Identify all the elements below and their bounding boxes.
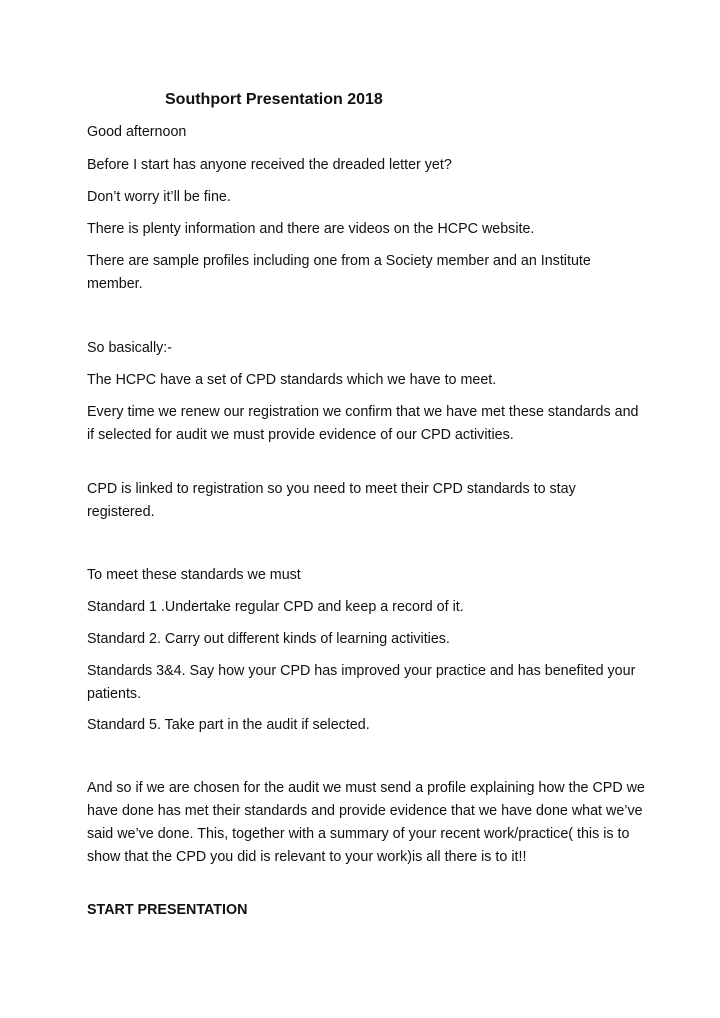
paragraph-letter-question: Before I start has anyone received the dreaded letter yet? bbox=[87, 157, 452, 173]
paragraph-standards-3-4: Standards 3&4. Say how your CPD has improved your practice and has benefited your patients. bbox=[87, 663, 636, 702]
paragraph-audit-profile: And so if we are chosen for the audit we must send a profile explaining how the CPD we have done has met their standards and provide evidence that we have done what we’ve said we’ve done. This, together with a summary of your recent work/practice( this is to show that the CPD you did is relevant to your work)is all there is to it!! bbox=[87, 780, 645, 865]
paragraph-start-presentation: START PRESENTATION bbox=[87, 902, 248, 918]
paragraph-sample-profiles: There are sample profiles including one from a Society member and an Institute member. bbox=[87, 253, 591, 292]
paragraph-greeting: Good afternoon bbox=[87, 124, 187, 140]
paragraph-renew-registration: Every time we renew our registration we confirm that we have met these standards and if selected for audit we must provide evidence of our CPD activities. bbox=[87, 404, 639, 443]
paragraph-cpd-standards: The HCPC have a set of CPD standards which we have to meet. bbox=[87, 372, 497, 388]
page-title: Southport Presentation 2018 bbox=[165, 91, 383, 108]
paragraph-hcpc-website: There is plenty information and there are videos on the HCPC website. bbox=[87, 221, 535, 237]
paragraph-standard-1: Standard 1 .Undertake regular CPD and keep a record of it. bbox=[87, 599, 464, 615]
paragraph-reassurance: Don’t worry it’ll be fine. bbox=[87, 189, 231, 205]
paragraph-cpd-linked: CPD is linked to registration so you need to meet their CPD standards to stay registered. bbox=[87, 481, 576, 520]
paragraph-standard-5: Standard 5. Take part in the audit if selected. bbox=[87, 717, 370, 733]
paragraph-standard-2: Standard 2. Carry out different kinds of learning activities. bbox=[87, 631, 450, 647]
paragraph-so-basically: So basically:- bbox=[87, 340, 173, 356]
paragraph-to-meet-standards: To meet these standards we must bbox=[87, 567, 301, 583]
